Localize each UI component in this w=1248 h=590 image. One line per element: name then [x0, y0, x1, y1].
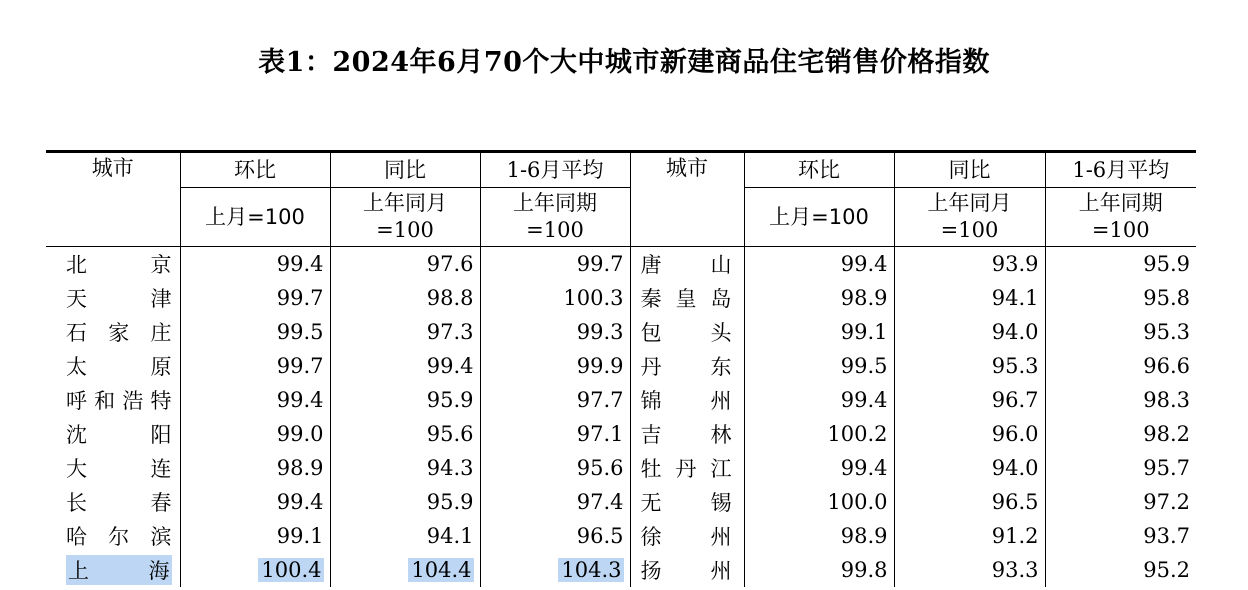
- mom-value-text: 99.4: [276, 252, 324, 276]
- yoy-value-right: [894, 417, 1045, 451]
- yoy-value-text: 95.6: [426, 422, 474, 446]
- mom-value-right: [744, 281, 894, 315]
- yoy-value-right: [894, 553, 1045, 587]
- mom-value: [180, 247, 330, 282]
- mom-value-text: 99.0: [276, 422, 324, 446]
- city-name-text: 北京: [66, 253, 172, 277]
- city-name: [46, 485, 180, 519]
- city-name: [46, 349, 180, 383]
- avg-value-text: 95.6: [576, 456, 624, 480]
- mom-value-right: [744, 315, 894, 349]
- yoy-value-right-text: 96.5: [991, 490, 1039, 514]
- avg-value-right: [1045, 485, 1196, 519]
- mom-value: [180, 553, 330, 587]
- avg-value-right: [1045, 519, 1196, 553]
- avg-value-right: [1045, 281, 1196, 315]
- city-name-right: [630, 417, 744, 451]
- table-row: [46, 553, 1196, 587]
- avg-value-right-text: 98.2: [1143, 422, 1190, 446]
- city-name-right-text: 扬州: [640, 559, 732, 583]
- yoy-value-right: [894, 315, 1045, 349]
- avg-value: [480, 417, 630, 451]
- yoy-value-text: 99.4: [426, 354, 474, 378]
- city-name: [46, 553, 180, 587]
- mom-value-text: 99.7: [276, 286, 324, 310]
- avg-value-text: 99.3: [576, 320, 624, 344]
- avg-value-right-text: 97.2: [1143, 490, 1190, 514]
- city-name-right-text: 秦皇岛: [640, 287, 732, 311]
- city-name-right-text: 锦州: [640, 389, 732, 413]
- city-name-right: [630, 485, 744, 519]
- mom-value-text: 99.5: [276, 320, 324, 344]
- city-name: [46, 451, 180, 485]
- yoy-value: [330, 383, 480, 417]
- yoy-value-right: [894, 485, 1045, 519]
- avg-value-text: 97.1: [576, 422, 624, 446]
- header-yoy-base-right: 上年同月 =100: [894, 188, 1045, 247]
- avg-value: [480, 281, 630, 315]
- avg-value-right: [1045, 383, 1196, 417]
- avg-value-text: 97.4: [576, 490, 624, 514]
- avg-value: [480, 485, 630, 519]
- mom-value-text: 99.4: [276, 388, 324, 412]
- city-name-right-text: 包头: [640, 321, 732, 345]
- mom-value-right: [744, 383, 894, 417]
- avg-value-right-text: 95.2: [1143, 558, 1190, 582]
- mom-value-text: 99.7: [276, 354, 324, 378]
- mom-value: [180, 519, 330, 553]
- city-name-right-text: 牡丹江: [640, 457, 732, 481]
- avg-value-right-text: 95.3: [1143, 320, 1190, 344]
- yoy-value: [330, 451, 480, 485]
- yoy-value-right: [894, 383, 1045, 417]
- city-name: [46, 247, 180, 282]
- city-name: [46, 383, 180, 417]
- header-mom-base: 上月=100: [180, 188, 330, 247]
- mom-value-right: [744, 519, 894, 553]
- avg-value-right: [1045, 451, 1196, 485]
- city-name-right-text: 丹东: [640, 355, 732, 379]
- avg-value-right-text: 95.7: [1143, 456, 1190, 480]
- avg-value: [480, 553, 630, 587]
- mom-value-right-text: 99.5: [840, 354, 888, 378]
- yoy-value-right: [894, 281, 1045, 315]
- yoy-value-right-text: 94.1: [991, 286, 1039, 310]
- avg-value-text: 100.3: [563, 286, 624, 310]
- city-name-right: [630, 519, 744, 553]
- mom-value-text: 99.4: [276, 490, 324, 514]
- avg-value-right-text: 98.3: [1143, 388, 1190, 412]
- city-name-right: [630, 553, 744, 587]
- city-name-text: 太原: [66, 355, 172, 379]
- city-name-text: 哈尔滨: [66, 525, 172, 549]
- yoy-value-text: 97.6: [426, 252, 474, 276]
- table-body: [46, 247, 1196, 588]
- yoy-value-right-text: 95.3: [991, 354, 1039, 378]
- city-name: [46, 281, 180, 315]
- mom-value-right-text: 99.4: [840, 388, 888, 412]
- mom-value: [180, 451, 330, 485]
- avg-value-right-text: 93.7: [1143, 524, 1190, 548]
- mom-value: [180, 383, 330, 417]
- header-city-right: 城市: [630, 152, 744, 247]
- mom-value-right-text: 99.1: [840, 320, 888, 344]
- yoy-value-text: 95.9: [426, 490, 474, 514]
- yoy-value-right-text: 91.2: [991, 524, 1039, 548]
- mom-value-text: 98.9: [276, 456, 324, 480]
- yoy-value: [330, 247, 480, 282]
- city-name-right: [630, 315, 744, 349]
- yoy-value-right-text: 93.9: [991, 252, 1039, 276]
- yoy-value: [330, 315, 480, 349]
- city-name: [46, 519, 180, 553]
- mom-value-text: 100.4: [258, 558, 323, 582]
- city-name-right: [630, 451, 744, 485]
- header-avg-base-right: 上年同期 =100: [1045, 188, 1196, 247]
- city-name-text: 石家庄: [66, 321, 172, 345]
- header-mom: 环比: [180, 152, 330, 188]
- avg-value-text: 97.7: [576, 388, 624, 412]
- city-name: [46, 417, 180, 451]
- table-row: [46, 281, 1196, 315]
- mom-value-right-text: 98.9: [840, 286, 888, 310]
- mom-value-right-text: 100.0: [827, 490, 888, 514]
- yoy-value: [330, 281, 480, 315]
- yoy-value-right-text: 94.0: [991, 320, 1039, 344]
- header-avg: 1-6月平均: [480, 152, 630, 188]
- avg-value: [480, 315, 630, 349]
- mom-value-right: [744, 451, 894, 485]
- city-name-right-text: 唐山: [640, 253, 732, 277]
- avg-value-right-text: 95.8: [1143, 286, 1190, 310]
- avg-value: [480, 349, 630, 383]
- yoy-value-text: 104.4: [408, 558, 473, 582]
- table-title: 表1：2024年6月70个大中城市新建商品住宅销售价格指数: [258, 47, 990, 78]
- header-avg-right: 1-6月平均: [1045, 152, 1196, 188]
- city-name-text: 长春: [66, 491, 172, 515]
- avg-value: [480, 383, 630, 417]
- avg-value-right-text: 95.9: [1143, 252, 1190, 276]
- yoy-value-right-text: 96.0: [991, 422, 1039, 446]
- city-name-text: 天津: [66, 287, 172, 311]
- table-row: [46, 451, 1196, 485]
- avg-value-right: [1045, 349, 1196, 383]
- mom-value-right: [744, 417, 894, 451]
- table-row: [46, 519, 1196, 553]
- yoy-value: [330, 417, 480, 451]
- avg-value: [480, 519, 630, 553]
- mom-value: [180, 281, 330, 315]
- mom-value-right-text: 98.9: [840, 524, 888, 548]
- mom-value: [180, 485, 330, 519]
- header-yoy-base: 上年同月 =100: [330, 188, 480, 247]
- table-row: [46, 247, 1196, 282]
- header-avg-base: 上年同期 =100: [480, 188, 630, 247]
- table-row: [46, 485, 1196, 519]
- table-row: [46, 349, 1196, 383]
- yoy-value-text: 94.3: [426, 456, 474, 480]
- mom-value: [180, 349, 330, 383]
- avg-value: [480, 451, 630, 485]
- city-name-right: [630, 247, 744, 282]
- table-row: [46, 383, 1196, 417]
- city-name-right-text: 无锡: [640, 491, 732, 515]
- city-name-right-text: 吉林: [640, 423, 732, 447]
- yoy-value-right: [894, 451, 1045, 485]
- yoy-value-right-text: 96.7: [991, 388, 1039, 412]
- avg-value-text: 104.3: [558, 558, 623, 582]
- avg-value-right-text: 96.6: [1143, 354, 1190, 378]
- avg-value-right: [1045, 553, 1196, 587]
- yoy-value-right: [894, 247, 1045, 282]
- mom-value: [180, 315, 330, 349]
- city-name-right-text: 徐州: [640, 525, 732, 549]
- city-name-text: 沈阳: [66, 423, 172, 447]
- yoy-value-text: 94.1: [426, 524, 474, 548]
- price-index-table: [46, 150, 1196, 587]
- avg-value-text: 99.7: [576, 252, 624, 276]
- mom-value-right: [744, 349, 894, 383]
- city-name-right: [630, 349, 744, 383]
- table-header: [46, 152, 1196, 247]
- mom-value-right-text: 100.2: [827, 422, 888, 446]
- yoy-value: [330, 349, 480, 383]
- avg-value-right: [1045, 315, 1196, 349]
- yoy-value-text: 97.3: [426, 320, 474, 344]
- city-name-right: [630, 281, 744, 315]
- city-name-text: 呼和浩特: [66, 389, 172, 413]
- mom-value-right-text: 99.4: [840, 456, 888, 480]
- mom-value-right-text: 99.4: [840, 252, 888, 276]
- header-yoy: 同比: [330, 152, 480, 188]
- mom-value-right: [744, 553, 894, 587]
- table-row: [46, 417, 1196, 451]
- yoy-value: [330, 519, 480, 553]
- header-mom-right: 环比: [744, 152, 894, 188]
- mom-value-text: 99.1: [276, 524, 324, 548]
- city-name-text: 上海: [66, 555, 172, 585]
- yoy-value: [330, 553, 480, 587]
- yoy-value-right-text: 94.0: [991, 456, 1039, 480]
- table-row: [46, 315, 1196, 349]
- yoy-value-text: 95.9: [426, 388, 474, 412]
- header-city: 城市: [46, 152, 180, 247]
- yoy-value-right: [894, 349, 1045, 383]
- avg-value-text: 99.9: [576, 354, 624, 378]
- header-mom-base-right: 上月=100: [744, 188, 894, 247]
- city-name-text: 大连: [66, 457, 172, 481]
- mom-value: [180, 417, 330, 451]
- avg-value-right: [1045, 417, 1196, 451]
- yoy-value: [330, 485, 480, 519]
- city-name: [46, 315, 180, 349]
- yoy-value-text: 98.8: [426, 286, 474, 310]
- avg-value-right: [1045, 247, 1196, 282]
- header-yoy-right: 同比: [894, 152, 1045, 188]
- avg-value-text: 96.5: [576, 524, 624, 548]
- mom-value-right: [744, 485, 894, 519]
- mom-value-right-text: 99.8: [840, 558, 888, 582]
- city-name-right: [630, 383, 744, 417]
- yoy-value-right-text: 93.3: [991, 558, 1039, 582]
- mom-value-right: [744, 247, 894, 282]
- avg-value: [480, 247, 630, 282]
- yoy-value-right: [894, 519, 1045, 553]
